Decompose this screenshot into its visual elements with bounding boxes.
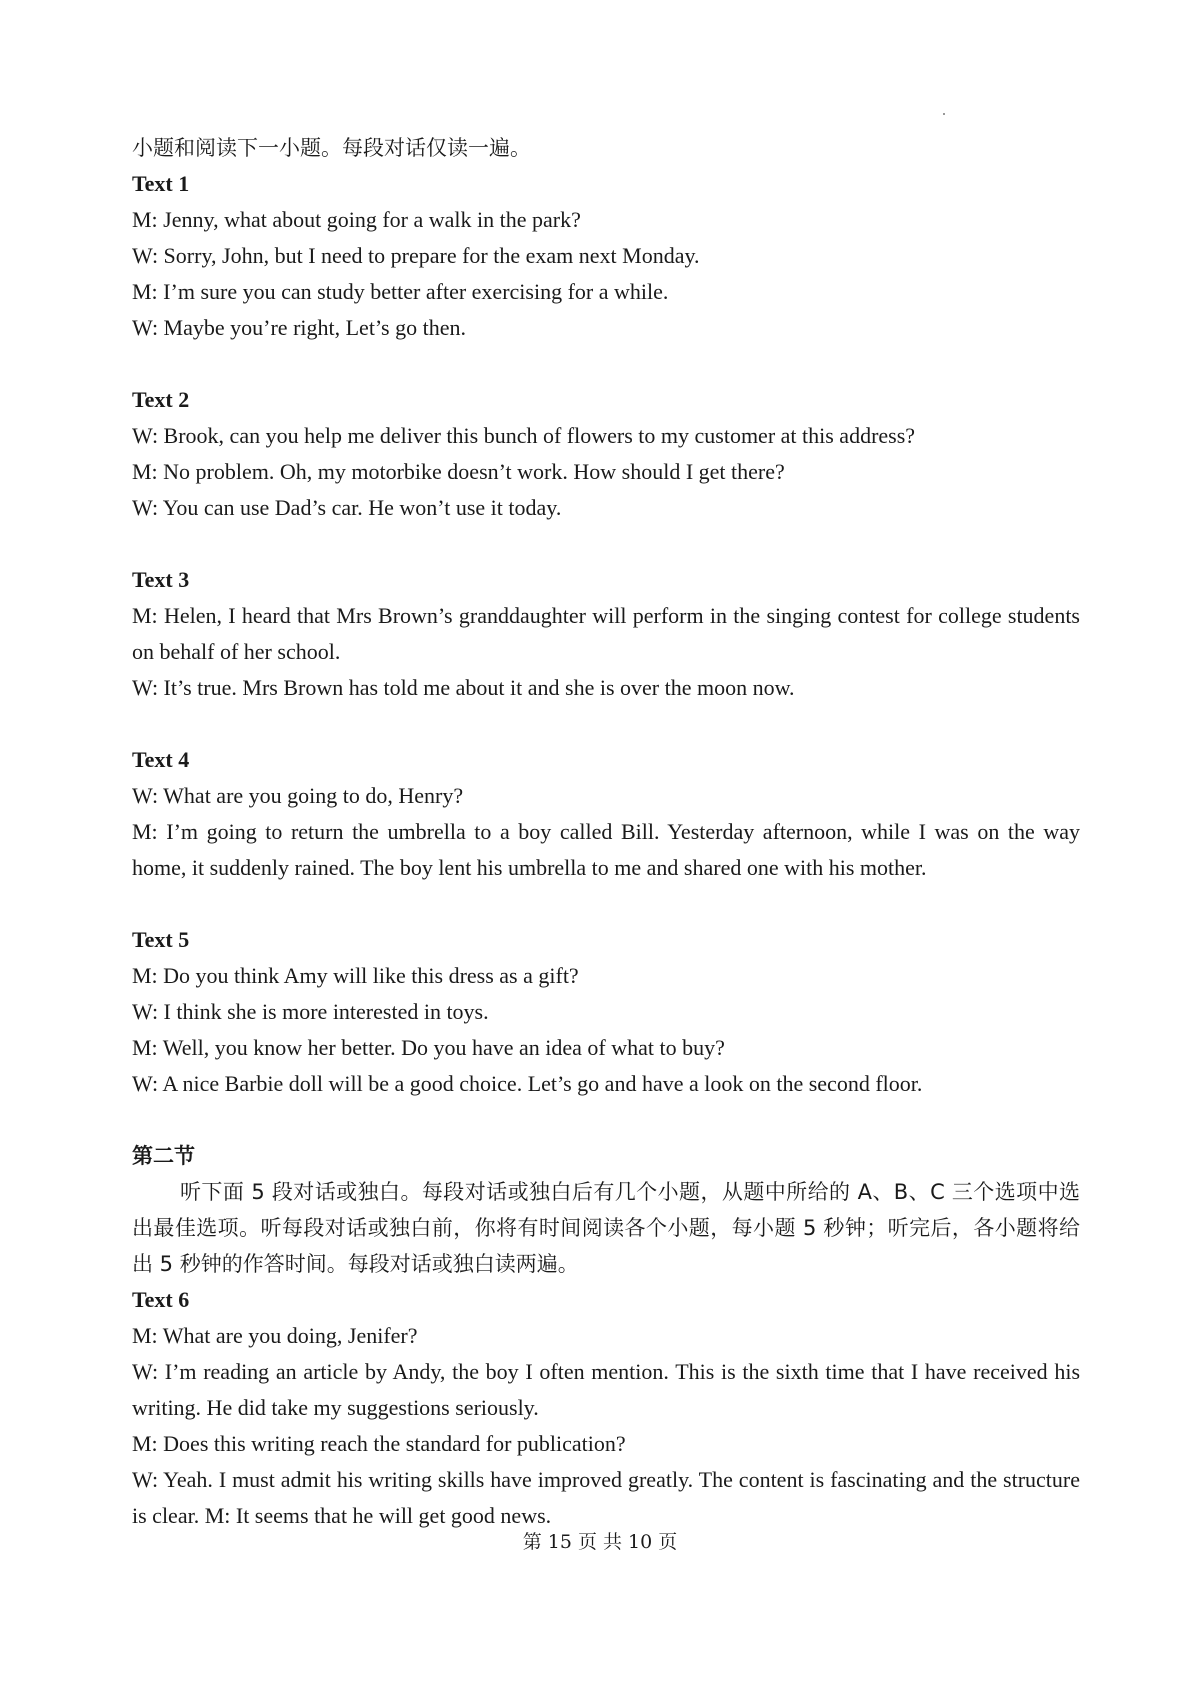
dialogue-line: M: Helen, I heard that Mrs Brown’s granddaughter will perform in the singing contest for college students on behalf of her school.	[132, 603, 1080, 664]
spacer	[132, 1102, 1080, 1138]
dialogue-line: M: Do you think Amy will like this dress as a gift?	[132, 963, 579, 988]
dialogue-line: W: It’s true. Mrs Brown has told me about it and she is over the moon now.	[132, 675, 795, 700]
dialogue-line: M: What are you doing, Jenifer?	[132, 1323, 418, 1348]
dialogue-line: M: No problem. Oh, my motorbike doesn’t work. How should I get there?	[132, 459, 785, 484]
text-6-title: Text 6	[132, 1287, 190, 1312]
section-2-instructions: 听下面 5 段对话或独白。每段对话或独白后有几个小题，从题中所给的 A、B、C 三个选项中选出最佳选项。听每段对话或独白前，你将有时间阅读各个小题，每小题 5 秒钟；听完后，各小题将给出 5 秒钟的作答时间。每段对话或独白读两遍。	[132, 1180, 1080, 1276]
dialogue-line: W: You can use Dad’s car. He won’t use it today.	[132, 495, 562, 520]
dialogue-line: W: I think she is more interested in toys.	[132, 999, 489, 1024]
dialogue-text-5	[132, 922, 1080, 1102]
dialogue-line: M: Does this writing reach the standard for publication?	[132, 1431, 626, 1456]
dialogue-text-3	[132, 562, 1080, 706]
spacer	[132, 886, 1080, 922]
dialogue-line: W: Brook, can you help me deliver this bunch of flowers to my customer at this address?	[132, 423, 916, 448]
dialogue-line: W: A nice Barbie doll will be a good choice. Let’s go and have a look on the second floor.	[132, 1071, 923, 1096]
dialogue-line: M: Jenny, what about going for a walk in the park?	[132, 207, 581, 232]
section-2	[132, 1138, 1080, 1534]
dialogue-line: W: Yeah. I must admit his writing skills have improved greatly. The content is fascinating and the structure is clear. M: It seems that he will get good news.	[132, 1467, 1080, 1528]
text-3-title: Text 3	[132, 567, 190, 592]
scan-speck	[943, 113, 945, 115]
dialogue-line: M: I’m going to return the umbrella to a boy called Bill. Yesterday afternoon, while I was on the way home, it suddenly rained. The boy lent his umbrella to me and shared one with his mother.	[132, 819, 1080, 880]
dialogue-text-4	[132, 742, 1080, 886]
dialogue-line: W: What are you going to do, Henry?	[132, 783, 464, 808]
spacer	[132, 526, 1080, 562]
dialogue-text-1	[132, 166, 1080, 346]
dialogue-line: M: I’m sure you can study better after exercising for a while.	[132, 279, 669, 304]
text-1-title: Text 1	[132, 171, 190, 196]
spacer	[132, 346, 1080, 382]
document-body	[132, 130, 1080, 1534]
intro-line: 小题和阅读下一小题。每段对话仅读一遍。	[132, 136, 531, 160]
dialogue-text-2	[132, 382, 1080, 526]
page-footer: 第 15 页 共 10 页	[522, 1531, 678, 1553]
section-2-title: 第二节	[132, 1144, 195, 1168]
dialogue-line: W: I’m reading an article by Andy, the boy I often mention. This is the sixth time that I have received his writing. He did take my suggestions seriously.	[132, 1359, 1080, 1420]
text-4-title: Text 4	[132, 747, 190, 772]
text-2-title: Text 2	[132, 387, 190, 412]
spacer	[132, 706, 1080, 742]
dialogue-line: W: Sorry, John, but I need to prepare for the exam next Monday.	[132, 243, 700, 268]
dialogue-line: M: Well, you know her better. Do you have an idea of what to buy?	[132, 1035, 725, 1060]
dialogue-line: W: Maybe you’re right, Let’s go then.	[132, 315, 466, 340]
text-5-title: Text 5	[132, 927, 190, 952]
